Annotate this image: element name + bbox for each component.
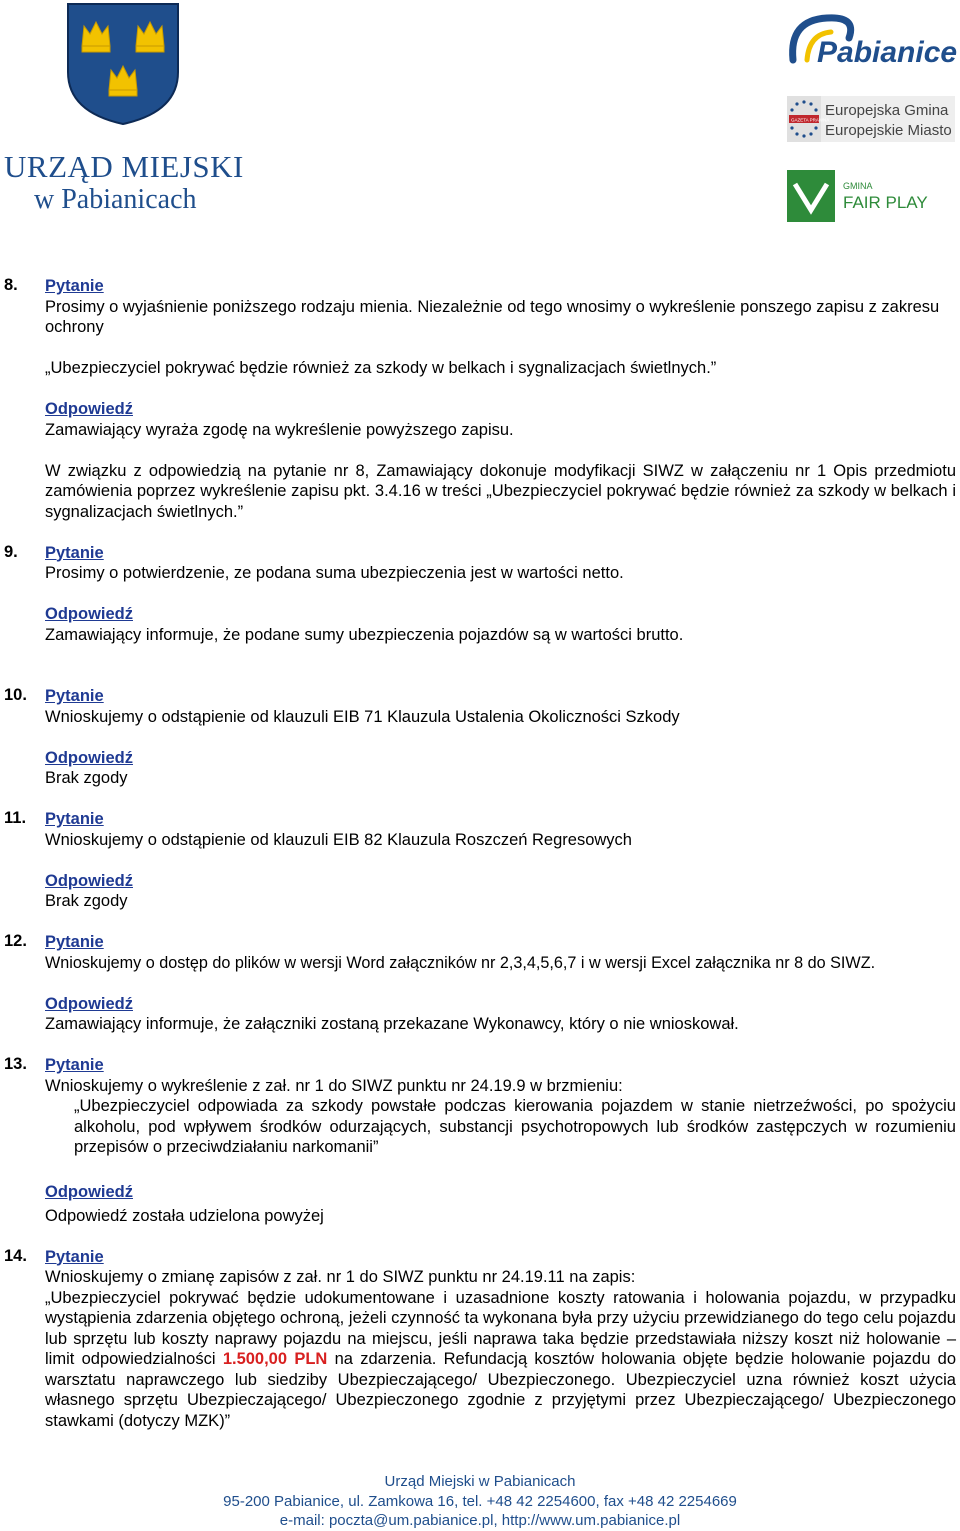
fair-play-small: GMINA [843,181,873,191]
answer-text: Brak zgody [45,892,128,910]
question-number: 13. [4,1055,27,1073]
question-label: Pytanie [45,1247,104,1266]
footer-office: Urząd Miejski w Pabianicach [384,1473,576,1490]
pabianice-logo-text: Pabianice [817,36,957,69]
office-name [4,150,304,216]
question-9 [0,543,960,646]
answer-label: Odpowiedź [45,994,133,1013]
eu-logo-line1: Europejska Gmina [825,102,949,119]
footer-contact: e-mail: poczta@um.pabianice.pl, http://www.um.pabianice.pl [279,1512,681,1529]
question-text: Wnioskujemy o odstąpienie od klauzuli EIB 71 Klauzula Ustalenia Okoliczności Szkody [45,707,680,726]
document-body [0,276,960,1431]
question-10 [0,686,960,789]
fair-play-logo [787,170,955,222]
question-quote: „Ubezpieczyciel odpowiada za szkody powstałe podczas kierowania pojazdem w stanie nietrzeźwości, po spożyciu alkoholu, pod wpływem środków odurzających, substancji psychotropowych lub środków zastępczych w rozumieniu przepisów o przeciwdziałaniu narkomanii” [74,1097,956,1156]
question-13 [0,1055,960,1226]
limit-amount: 1.500,00 PLN [222,1350,328,1368]
question-label: Pytanie [45,277,104,295]
office-name-line1: URZĄD MIEJSKI [4,149,244,184]
answer-label: Odpowiedź [45,871,133,890]
answer-label: Odpowiedź [45,400,133,418]
question-quote [45,1288,956,1432]
question-number: 12. [4,932,27,950]
footer-address: 95-200 Pabianice, ul. Zamkowa 16, tel. +48 42 2254600, fax +48 42 2254669 [223,1492,737,1510]
europejska-gmina-logo [787,96,955,142]
answer-text: Odpowiedź została udzielona powyżej [45,1206,324,1225]
quote-part-1: „Ubezpieczyciel pokrywać będzie udokumentowane i uzasadnione koszty ratowania i holowania pojazdu, w przypadku wystąpienia zdarzenia objętego ochroną, jeżeli czynność ta wykonana była przy użyciu przewidzianego do tego celu pojazdu lub sprzętu lub koszty naprawy pojazdu na miejscu, jeśli naprawa taka będzie przedstawiała niższy koszt niż holowanie – limit odpowiedzialności [45,1288,956,1368]
footer [0,1472,960,1531]
answer-text: Zamawiający informuje, że załączniki zostaną przekazane Wykonawcy, który o nie wnioskował. [45,1015,739,1033]
office-name-line2: w Pabianicach [34,184,197,215]
question-label: Pytanie [45,810,104,828]
question-text: Wnioskujemy o zmianę zapisów z zał. nr 1 do SIWZ punktu nr 24.19.11 na zapis: [45,1268,636,1286]
fair-play-big: FAIR PLAY [843,193,928,212]
modification-note: W związku z odpowiedzią na pytanie nr 8, Zamawiający dokonuje modyfikacji SIWZ w załączeniu nr 1 Opis przedmiotu zamówienia poprzez wykreślenie zapisu pkt. 3.4.16 w treści „Ubezpieczyciel pokrywać będzie również za szkody w belkach i sygnalizacjach świetlnych.” [45,461,956,521]
question-number: 10. [4,686,27,704]
question-text: Wnioskujemy o wykreślenie z zał. nr 1 do SIWZ punktu nr 24.19.9 w brzmieniu: [45,1076,623,1095]
answer-label: Odpowiedź [45,1183,133,1201]
answer-text: Zamawiający wyraża zgodę na wykreślenie powyższego zapisu. [45,420,514,439]
question-number: 14. [4,1246,27,1265]
pabianice-logo [787,10,957,74]
question-number: 11. [4,809,27,827]
question-12 [0,932,960,1035]
question-8 [0,276,960,522]
question-text: Wnioskujemy o odstąpienie od klauzuli EIB 82 Klauzula Roszczeń Regresowych [45,830,632,849]
question-label: Pytanie [45,933,104,951]
letterhead [0,0,960,240]
eu-logo-line2: Europejskie Miasto [825,122,952,139]
question-text: Prosimy o potwierdzenie, ze podana suma ubezpieczenia jest w wartości netto. [45,564,624,582]
answer-text: Zamawiający informuje, że podane sumy ubezpieczenia pojazdów są w wartości brutto. [45,625,684,644]
question-text: Prosimy o wyjaśnienie poniższego rodzaju mienia. Niezależnie od tego wnosimy o wykreślenie ponszego zapisu z zakresu ochrony [45,297,940,336]
question-text: Wnioskujemy o dostęp do plików w wersji Word załączników nr 2,3,4,5,6,7 i w wersji Excel załącznika nr 8 do SIWZ. [45,953,876,972]
question-label: Pytanie [45,1056,104,1074]
coat-of-arms-icon [66,2,180,126]
answer-label: Odpowiedź [45,748,133,767]
question-11 [0,809,960,912]
answer-text: Brak zgody [45,769,128,787]
answer-label: Odpowiedź [45,605,133,623]
quote-part-2: na zdarzenia. Refundacją kosztów holowania objęte będzie holowanie pojazdu do warsztatu naprawczego lub siedziby Ubezpieczającego/ Ubezpieczonego. Ubezpieczyciel uzna również koszt użycia własnego sprzętu Ubezpieczającego/ Ubezpieczonego zgodnie z przyjętymi przez Ubezpieczającego/ Ubezpieczonego stawkami (dotyczy MZK)” [45,1350,957,1430]
question-label: Pytanie [45,687,104,705]
question-14 [0,1247,960,1432]
question-number: 8. [4,276,18,294]
question-label: Pytanie [45,543,104,562]
question-number: 9. [4,542,18,561]
eu-badge-text: GAZETA PRAWNA [791,117,830,123]
question-quote: „Ubezpieczyciel pokrywać będzie również za szkody w belkach i sygnalizacjach świetlnych.” [45,359,717,377]
